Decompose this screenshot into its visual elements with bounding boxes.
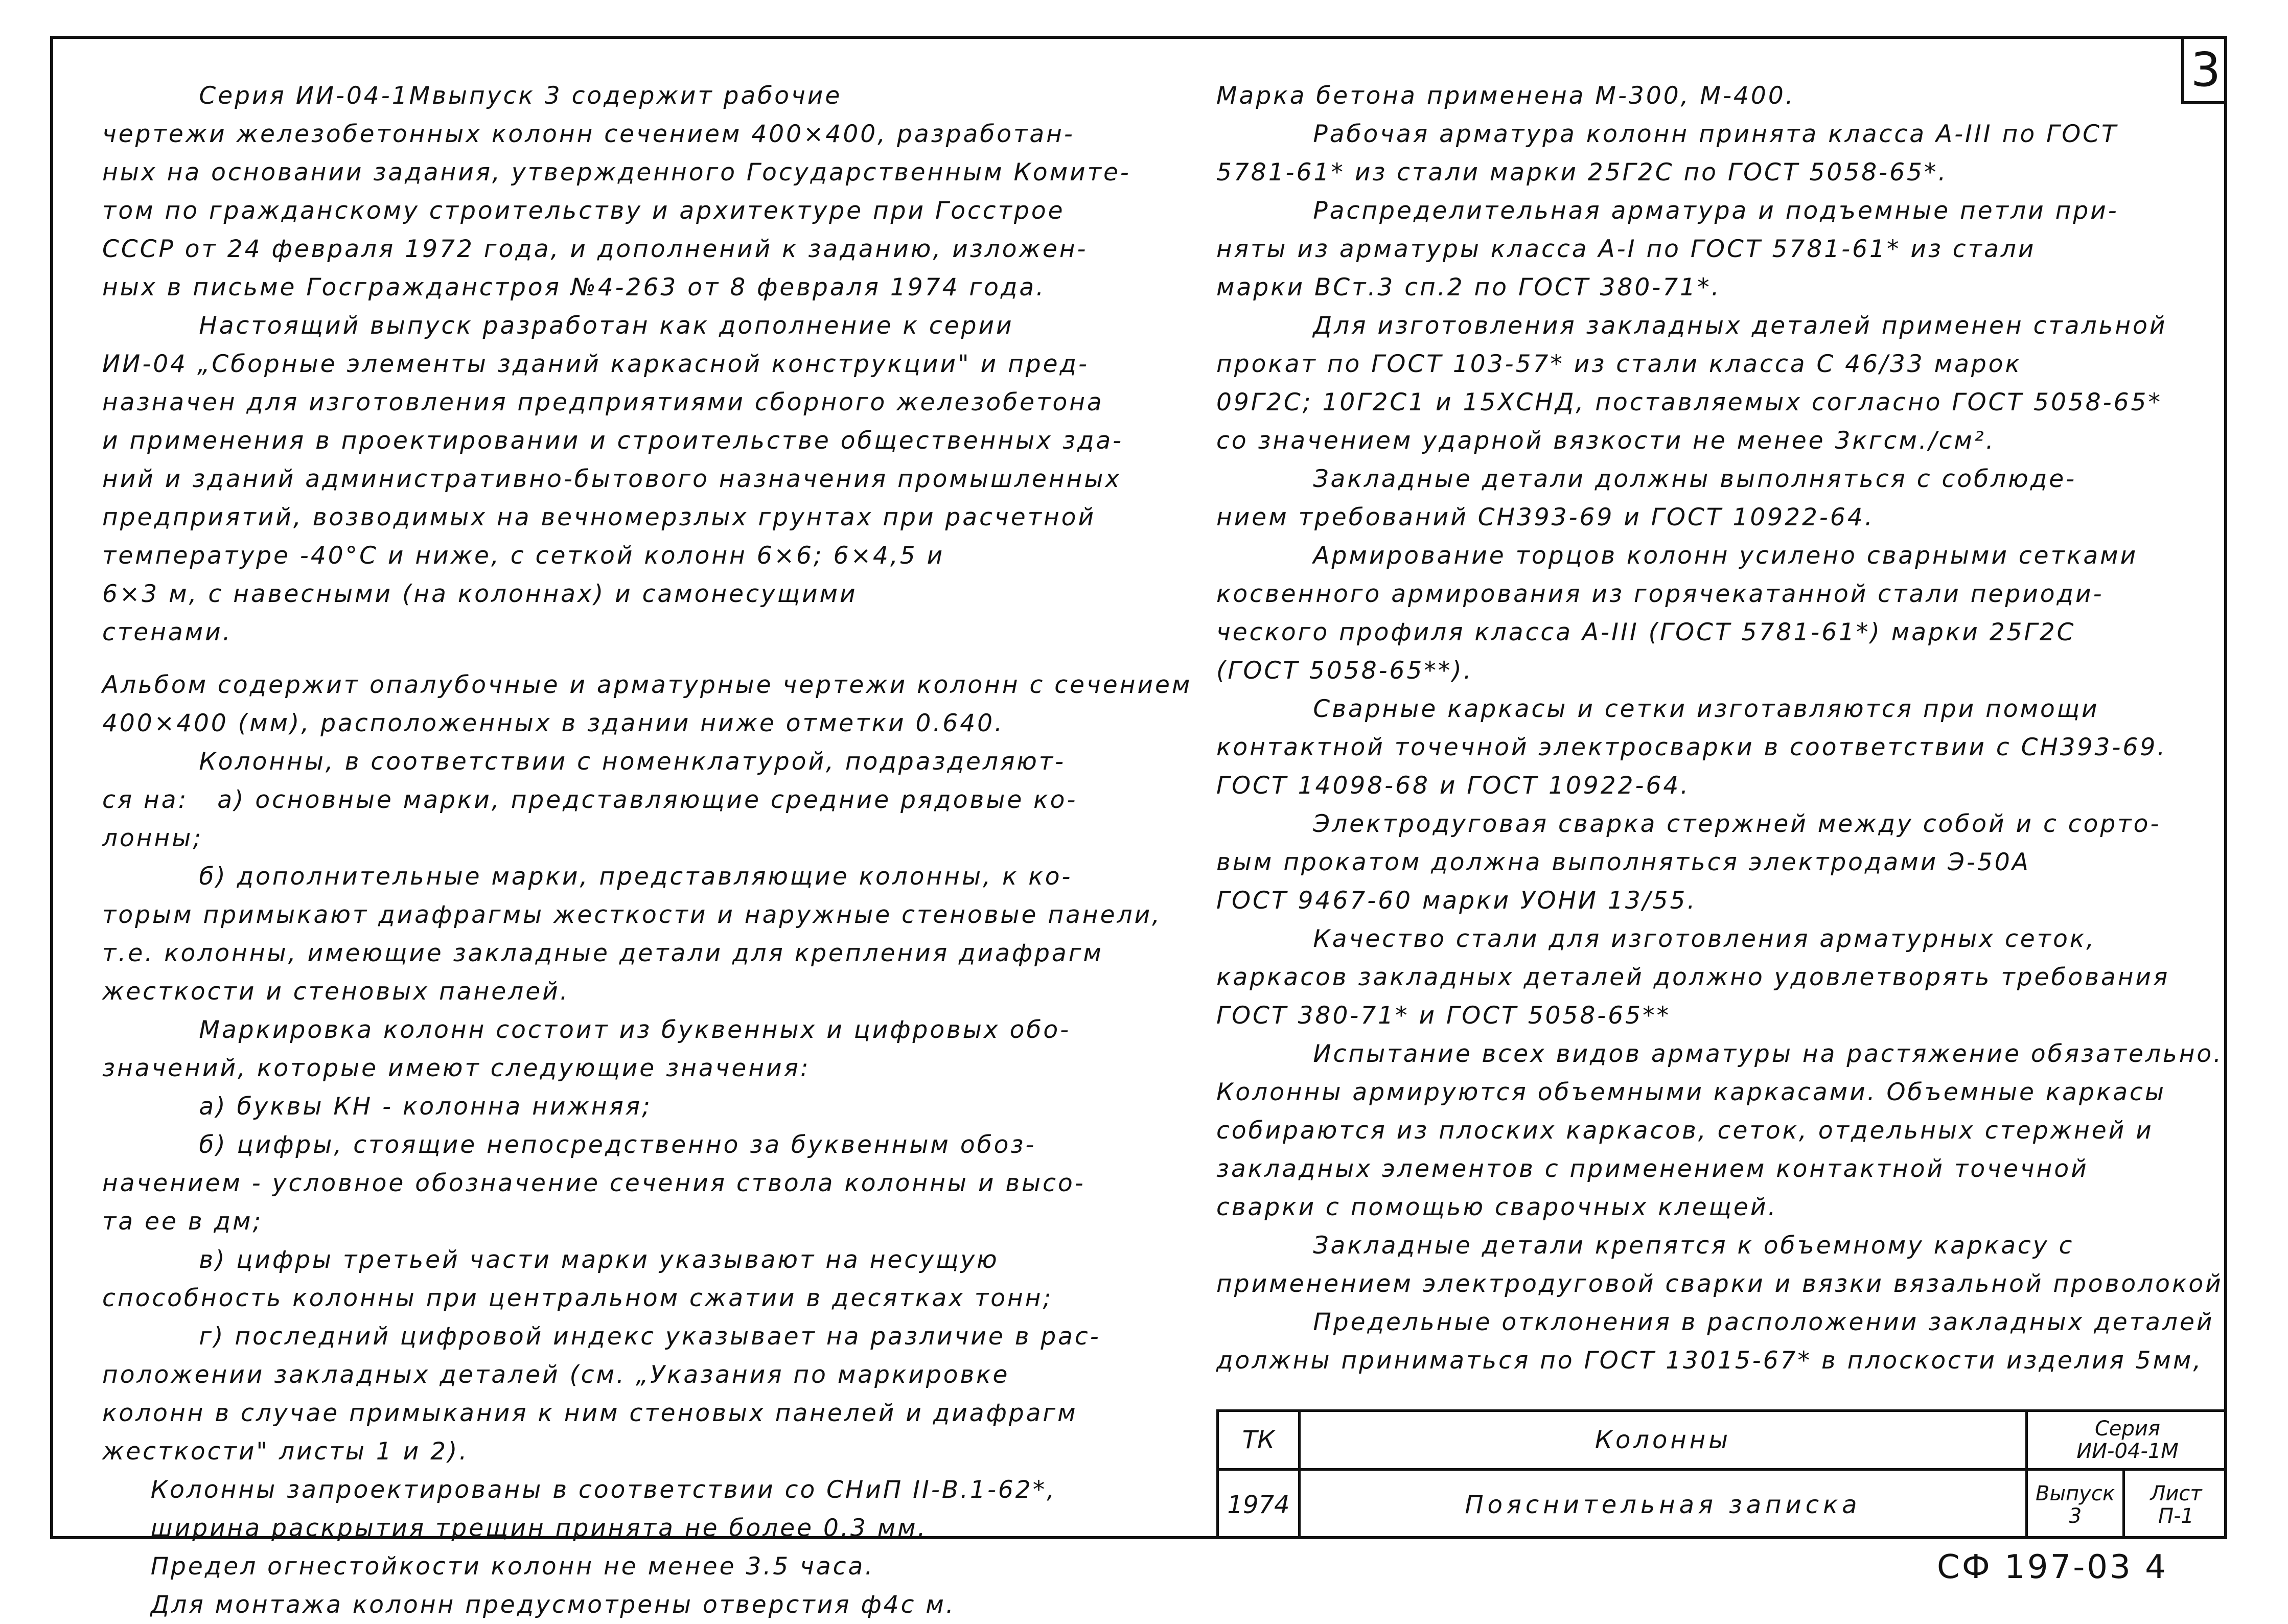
issue-label: Выпуск <box>2036 1482 2115 1505</box>
text-line: ширина раскрытия трещин принята не более 0.3 мм. <box>102 1514 928 1542</box>
text-line: том по гражданскому строительству и архитектуре при Госстрое <box>102 197 1065 225</box>
text-line: предприятий, возводимых на вечномерзлых грунтах при расчетной <box>102 503 1096 531</box>
text-line: ГОСТ 380-71* и ГОСТ 5058-65** <box>1216 1002 1671 1030</box>
text-line: Серия ИИ-04-1Мвыпуск 3 содержит рабочие <box>102 82 842 110</box>
text-line: 09Г2С; 10Г2С1 и 15ХСНД, поставляемых согласно ГОСТ 5058-65* <box>1216 388 2162 416</box>
text-line: должны приниматься по ГОСТ 13015-67* в плоскости изделия 5мм, <box>1216 1347 2203 1375</box>
text-line: торым примыкают диафрагмы жесткости и наружные стеновые панели, <box>102 901 1162 929</box>
text-line: 5781-61* из стали марки 25Г2С по ГОСТ 5058-65*. <box>1216 158 1948 187</box>
text-line: Колонны армируются объемными каркасами. Объемные каркасы <box>1216 1078 2166 1106</box>
text-line: Закладные детали должны выполняться с соблюде- <box>1216 465 2077 493</box>
text-line: 400×400 (мм), расположенных в здании ниже отметки 0.640. <box>102 709 1004 737</box>
text-line: начением - условное обозначение сечения ствола колонны и высо- <box>102 1169 1085 1197</box>
text-line: ческого профиля класса А-III (ГОСТ 5781-61*) марки 25Г2С <box>1216 618 2076 646</box>
text-line: та ее в дм; <box>102 1208 263 1236</box>
text-line: температуре -40°С и ниже, с сеткой колонн 6×6; 6×4,5 и <box>102 542 945 570</box>
text-line: 6×3 м, с навесными (на колоннах) и самонесущими <box>102 580 858 608</box>
text-line: Распределительная арматура и подъемные петли при- <box>1216 197 2119 225</box>
text-line: сварки с помощью сварочных клещей. <box>1216 1193 1778 1221</box>
text-line: стенами. <box>102 618 233 646</box>
title-block-series <box>2028 1412 2227 1468</box>
text-line: контактной точечной электросварки в соответствии с СН393-69. <box>1216 733 2167 761</box>
text-line: ся на: а) основные марки, представляющие средние рядовые ко- <box>102 786 1078 814</box>
text-line: ных на основании задания, утвержденного Государственным Комите- <box>102 158 1131 187</box>
text-line: чертежи железобетонных колонн сечением 400×400, разработан- <box>102 120 1075 148</box>
text-line: т.е. колонны, имеющие закладные детали для крепления диафрагм <box>102 939 1103 967</box>
text-line: прокат по ГОСТ 103-57* из стали класса С 46/33 марок <box>1216 350 2022 378</box>
text-line: Настоящий выпуск разработан как дополнение к серии <box>102 312 1014 340</box>
text-line: ГОСТ 14098-68 и ГОСТ 10922-64. <box>1216 772 1691 800</box>
text-line: Марка бетона применена М-300, М-400. <box>1216 82 1795 110</box>
series-label: Серия <box>2095 1417 2160 1441</box>
text-line: ных в письме Госгражданстроя №4-263 от 8 февраля 1974 года. <box>102 273 1046 301</box>
text-line: назначен для изготовления предприятиями сборного железобетона <box>102 388 1104 416</box>
archive-stamp: СФ 197-03 4 <box>1937 1548 2168 1586</box>
text-line: жесткости" листы 1 и 2). <box>102 1437 469 1466</box>
text-line <box>102 652 1192 666</box>
sheet-number-text: 3 <box>2190 42 2221 97</box>
text-line: лонны; <box>102 824 203 852</box>
text-line: ГОСТ 9467-60 марки УОНИ 13/55. <box>1216 887 1697 915</box>
text-line: а) буквы КН - колонна нижняя; <box>102 1093 652 1121</box>
text-line: жесткости и стеновых панелей. <box>102 978 570 1006</box>
text-line: СССР от 24 февраля 1972 года, и дополнений к заданию, изложен- <box>102 235 1088 263</box>
title-block-org: ТК <box>1242 1426 1275 1454</box>
text-line: косвенного армирования из горячекатанной стали периоди- <box>1216 580 2104 608</box>
text-line: колонн в случае примыкания к ним стеновых панелей и диафрагм <box>102 1399 1078 1427</box>
text-line: Колонны, в соответствии с номенклатурой, подразделяют- <box>102 748 1066 776</box>
text-line: каркасов закладных деталей должно удовлетворять требования <box>1216 963 2170 991</box>
sheet-label: Лист <box>2150 1482 2202 1505</box>
sheet-value: П-1 <box>2158 1504 2194 1528</box>
text-line: Качество стали для изготовления арматурных сеток, <box>1216 925 2096 953</box>
title-block-sheet <box>2125 1471 2227 1539</box>
text-line: ИИ-04 „Сборные элементы зданий каркасной конструкции" и пред- <box>102 350 1089 378</box>
text-line: Рабочая арматура колонн принята класса А-III по ГОСТ <box>1216 120 2118 148</box>
text-line: закладных элементов с применением контактной точечной <box>1216 1155 2089 1183</box>
series-value: ИИ-04-1М <box>2076 1440 2179 1463</box>
text-line: Электродуговая сварка стержней между собой и с сорто- <box>1216 810 2161 838</box>
issue-value: 3 <box>2068 1504 2082 1528</box>
text-line: марки ВСт.3 сп.2 по ГОСТ 380-71*. <box>1216 273 1721 301</box>
text-line: б) дополнительные марки, представляющие колонны, к ко- <box>102 863 1073 891</box>
text-line: Колонны запроектированы в соответствии со СНиП II-В.1-62*, <box>102 1476 1057 1504</box>
text-line: со значением ударной вязкости не менее 3кгсм./см². <box>1216 427 1996 455</box>
text-line: Предельные отклонения в расположении закладных деталей <box>1216 1308 2214 1336</box>
text-line: Испытание всех видов арматуры на растяжение обязательно. <box>1216 1040 2224 1068</box>
text-line: няты из арматуры класса А-I по ГОСТ 5781-61* из стали <box>1216 235 2036 263</box>
text-line: (ГОСТ 5058-65**). <box>1216 657 1473 685</box>
text-line: применением электродуговой сварки и вязки вязальной проволокой. <box>1216 1270 2233 1298</box>
text-line: положении закладных деталей (см. „Указания по маркировке <box>102 1361 1010 1389</box>
text-line: нием требований СН393-69 и ГОСТ 10922-64. <box>1216 503 1875 531</box>
text-line: Предел огнестойкости колонн не менее 3.5 часа. <box>102 1552 875 1581</box>
text-line: Для монтажа колонн предусмотрены отверстия ф4с м. <box>102 1591 956 1619</box>
text-line: собираются из плоских каркасов, сеток, отдельных стержней и <box>1216 1117 2154 1145</box>
text-line: вым прокатом должна выполняться электродами Э-50А <box>1216 848 2030 876</box>
title-block-name: Колонны <box>1594 1426 1731 1454</box>
text-line: г) последний цифровой индекс указывает на различие в рас- <box>102 1323 1101 1351</box>
text-line: Для изготовления закладных деталей применен стальной <box>1216 312 2167 340</box>
title-block-issue <box>2028 1471 2122 1539</box>
title-block-doc-title: Пояснительная записка <box>1465 1491 1861 1519</box>
text-line: Закладные детали крепятся к объемному каркасу с <box>1216 1232 2074 1260</box>
text-line: ний и зданий административно-бытового назначения промышленных <box>102 465 1122 493</box>
text-line: в) цифры третьей части марки указывают на несущую <box>102 1246 999 1274</box>
text-line: способность колонны при центральном сжатии в десятках тонн; <box>102 1284 1053 1312</box>
text-line: Маркировка колонн состоит из буквенных и цифровых обо- <box>102 1016 1071 1044</box>
title-block-year: 1974 <box>1227 1491 1290 1519</box>
explanatory-text-right-column <box>1216 77 2233 1380</box>
title-block <box>1216 1409 2227 1539</box>
explanatory-text-left-column <box>102 77 1192 1624</box>
text-line: Альбом содержит опалубочные и арматурные чертежи колонн с сечением <box>102 671 1192 699</box>
text-line: б) цифры, стоящие непосредственно за буквенным обоз- <box>102 1131 1036 1159</box>
text-line: и применения в проектировании и строительстве общественных зда- <box>102 427 1124 455</box>
text-line: Сварные каркасы и сетки изготавляются при помощи <box>1216 695 2099 723</box>
text-line: значений, которые имеют следующие значения: <box>102 1054 811 1082</box>
text-line: Армирование торцов колонн усилено сварными сетками <box>1216 542 2138 570</box>
